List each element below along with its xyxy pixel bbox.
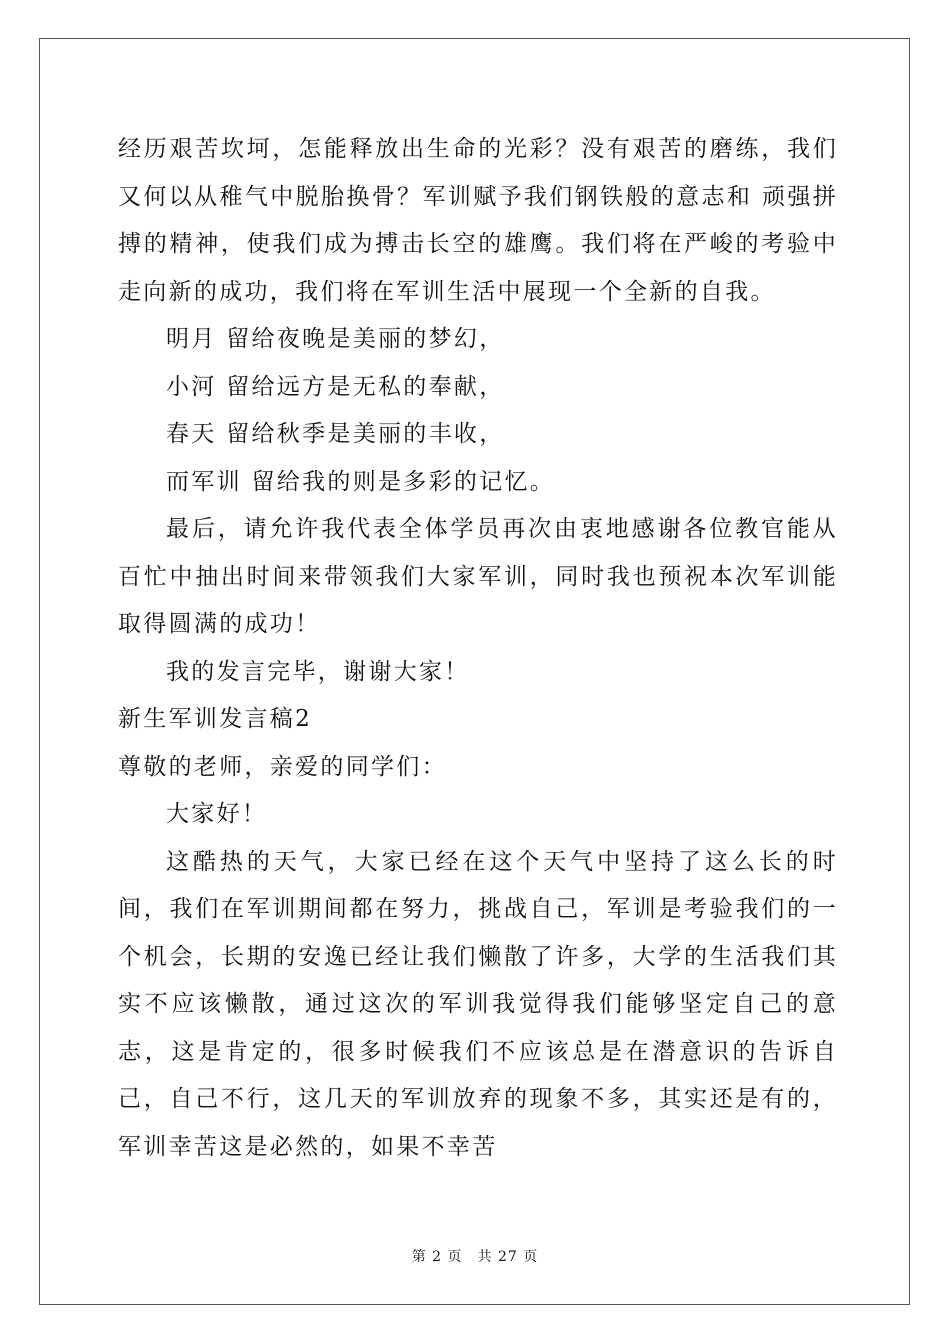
greeting: 大家好！ bbox=[166, 801, 268, 827]
paragraph-body: 这酷热的天气，大家已经在这个天气中坚持了这么长的时间，我们在军训期间都在努力，挑战自己，军训是考验我们的一个机会，长期的安逸已经让我们懒散了许多，大学的生活我们其实不应该懒散，通过这次的军训我觉得我们能够坚定自己的意志，这是肯定的，很多时候我们不应该总是在潜意识的告诉自己，自己不行，这几天的军训放弃的现象不多，其实还是有的，军训幸苦这是必然的，如果不幸苦 bbox=[118, 848, 838, 1160]
poem-line-4: 而军训 留给我的则是多彩的记忆。 bbox=[166, 468, 556, 495]
paragraph-thanks: 我的发言完毕，谢谢大家！ bbox=[166, 658, 470, 685]
poem-line-2: 小河 留给远方是无私的奉献， bbox=[166, 373, 505, 400]
poem-line-3: 春天 留给秋季是美丽的丰收， bbox=[166, 421, 505, 447]
document-body bbox=[118, 126, 838, 1171]
section-title: 新生军训发言稿2 bbox=[118, 706, 313, 732]
page-number-footer: 第 2 页 共 27 页 bbox=[411, 1249, 539, 1265]
poem-line-1: 明月 留给夜晚是美丽的梦幻， bbox=[166, 326, 505, 352]
paragraph-closing: 最后，请允许我代表全体学员再次由衷地感谢各位教官能从百忙中抽出时间来带领我们大家军训，同时我也预祝本次军训能取得圆满的成功！ bbox=[118, 516, 838, 637]
paragraph-1: 经历艰苦坎坷，怎能释放出生命的光彩？没有艰苦的磨练，我们又何以从稚气中脱胎换骨？军训赋予我们钢铁般的意志和 顽强拼搏的精神，使我们成为搏击长空的雄鹰。我们将在严峻的考验中走向新的成功，我们将在军训生活中展现一个全新的自我。 bbox=[118, 136, 838, 305]
salutation: 尊敬的老师，亲爱的同学们： bbox=[118, 753, 447, 780]
